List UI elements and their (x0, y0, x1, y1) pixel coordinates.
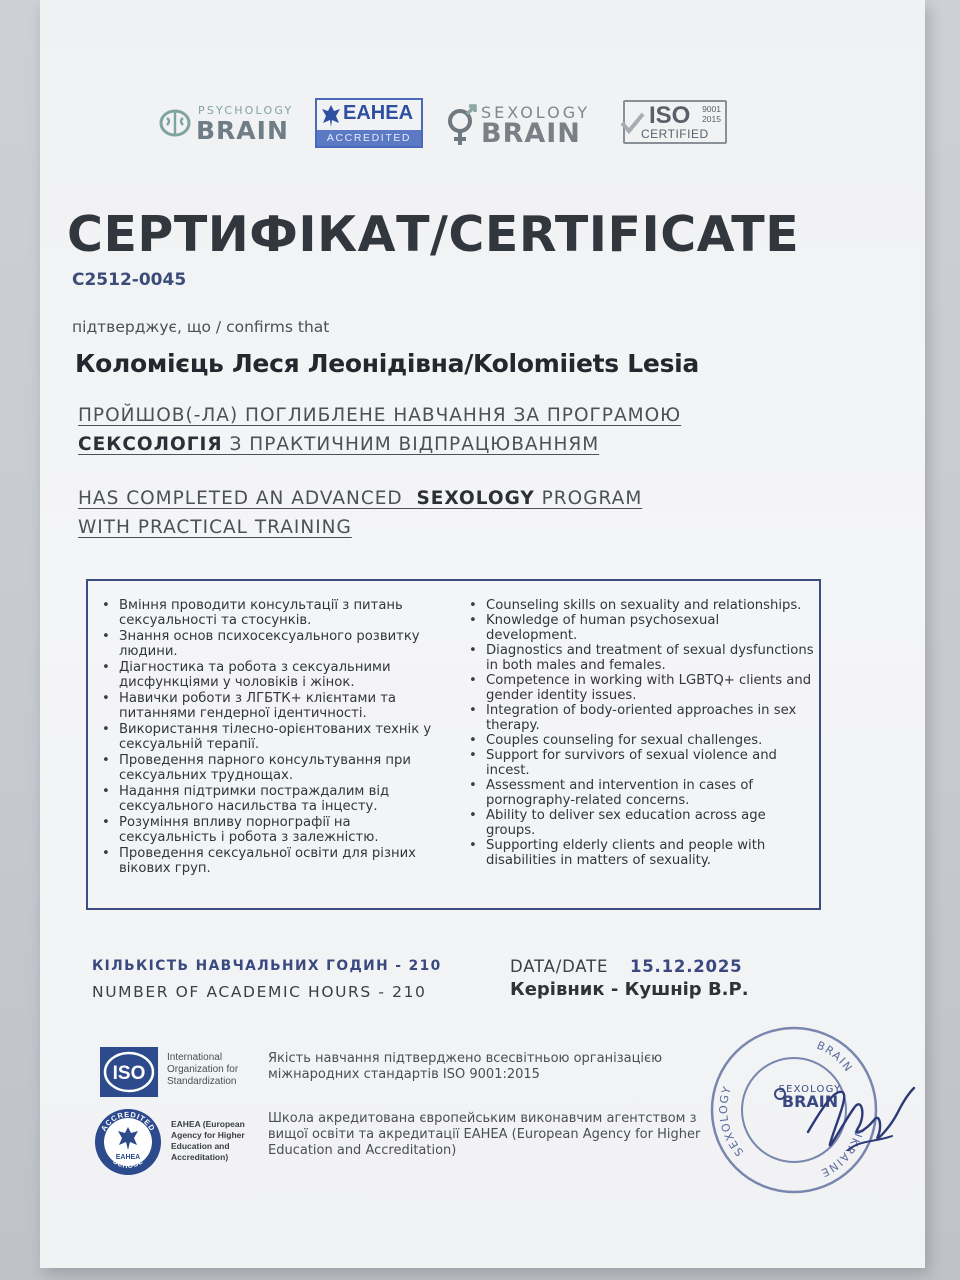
iso-org-line: Organization for (167, 1064, 239, 1075)
iso-standard-number (702, 104, 721, 124)
certificate-sheet (40, 0, 925, 1268)
eahea-seal-bottom: SCHOOL (111, 1158, 145, 1171)
skills-list-en (469, 598, 814, 868)
gender-symbol-icon (445, 104, 479, 148)
iso-badge-text: ISO (112, 1063, 146, 1084)
psychology-big-text: BRAIN (196, 116, 289, 145)
program-ua-line-1: ПРОЙШОВ(-ЛА) ПОГЛИБЛЕНЕ НАВЧАННЯ ЗА ПРОГРАМОЮ (78, 405, 682, 426)
stamp-left-text: SEXOLOGY (717, 1083, 747, 1159)
signature (800, 1070, 920, 1160)
brain-icon (158, 106, 192, 140)
eahea-seal-icon (93, 1107, 163, 1177)
stamp-center-big: BRAIN (781, 1092, 839, 1111)
iso-organization-text (167, 1052, 257, 1088)
list-item: • Вміння проводити консультації з питань сексуальності та стосунків. (102, 598, 447, 628)
eahea-school-statement: Школа акредитована європейським виконавчим агентством з вищої освіти та акредитації EAHEA (European Agency for Higher Education and Accreditation) (268, 1111, 701, 1158)
list-item: • Проведення парного консультування при сексуальних труднощах. (102, 753, 447, 783)
list-item: • Навички роботи з ЛГБТК+ клієнтами та питаннями гендерної ідентичності. (102, 691, 447, 721)
program-en-line-1 (78, 488, 642, 509)
program-en-bold: SEXOLOGY (416, 488, 535, 509)
program-en-post: PROGRAM (534, 488, 643, 509)
program-ua-rest: З ПРАКТИЧНИМ ВІДПРАЦЮВАННЯМ (222, 434, 600, 455)
list-item: • Knowledge of human psychosexual development. (469, 613, 814, 643)
eahea-org-line: Education and (171, 1141, 230, 1151)
iso-org-line: Standardization (167, 1076, 237, 1087)
list-item: • Couples counseling for sexual challenges. (469, 733, 814, 748)
stamp-top-text: BRAIN (814, 1038, 856, 1075)
academic-hours-ua: КІЛЬКІСТЬ НАВЧАЛЬНИХ ГОДИН - 210 (92, 958, 442, 974)
program-en-pre: HAS COMPLETED AN ADVANCED (78, 488, 417, 509)
list-item: • Проведення сексуальної освіти для різних вікових груп. (102, 846, 447, 876)
iso-badge-icon (100, 1047, 158, 1097)
iso-number-9001: 9001 (702, 104, 721, 114)
list-item: • Supporting elderly clients and people with disabilities in matters of sexuality. (469, 838, 814, 868)
psychology-brain-logo (158, 100, 298, 146)
iso-certified-text: CERTIFIED (641, 127, 709, 141)
eahea-logo-text: EAHEA (343, 102, 414, 124)
iso-org-line: International (167, 1052, 223, 1063)
program-ua-line-2 (78, 434, 599, 455)
certificate-number: C2512-0045 (72, 270, 187, 290)
iso-number-2015: 2015 (702, 114, 721, 124)
list-item: • Integration of body-oriented approaches in sex therapy. (469, 703, 814, 733)
list-item: • Використання тілесно-орієнтованих технік у сексуальній терапії. (102, 722, 447, 752)
recipient-name: Коломієць Леся Леонідівна/Kolomiiets Lesia (75, 349, 699, 378)
list-item: • Counseling skills on sexuality and relationships. (469, 598, 814, 613)
list-item: • Assessment and intervention in cases of pornography-related concerns. (469, 778, 814, 808)
eahea-accredited-text: ACCREDITED (317, 130, 421, 146)
stamp-bottom-text: UKRAINE (818, 1127, 866, 1180)
eahea-org-line: Accreditation) (171, 1152, 229, 1162)
sexology-small-text: SEXOLOGY (481, 103, 591, 122)
list-item: • Розуміння впливу порнографії на сексуальність і робота з залежністю. (102, 815, 447, 845)
list-item: • Diagnostics and treatment of sexual dysfunctions in both males and females. (469, 643, 814, 673)
program-en-line-2: WITH PRACTICAL TRAINING (78, 517, 352, 538)
skills-list-ua (102, 598, 447, 877)
director-name: Керівник - Кушнір В.Р. (510, 979, 749, 1000)
psychology-small-text: PSYCHOLOGY (198, 104, 294, 117)
confirms-text: підтверджує, що / confirms that (72, 318, 330, 336)
eahea-seal-top: ACCREDITED (98, 1109, 158, 1133)
iso-certified-logo (623, 100, 727, 144)
eahea-organization-text (171, 1119, 261, 1163)
list-item: • Знання основ психосексуального розвитку людини. (102, 629, 447, 659)
stamp-center-small: SEXOLOGY (778, 1084, 842, 1095)
sexology-big-text: BRAIN (481, 118, 581, 149)
eahea-accredited-logo (315, 98, 423, 148)
list-item: • Ability to deliver sex education across age groups. (469, 808, 814, 838)
list-item: • Діагностика та робота з сексуальними дисфункціями у чоловіків і жінок. (102, 660, 447, 690)
program-ua-bold: СЕКСОЛОГІЯ (78, 434, 223, 455)
eahea-org-line: Agency for Higher (171, 1130, 245, 1140)
list-item: • Competence in working with LGBTQ+ clients and gender identity issues. (469, 673, 814, 703)
date-value: 15.12.2025 (630, 957, 743, 976)
list-item: • Support for survivors of sexual violence and incest. (469, 748, 814, 778)
date-label: DATA/DATE (510, 957, 609, 976)
academic-hours-en: NUMBER OF ACADEMIC HOURS - 210 (92, 983, 427, 1001)
iso-logo-text: ISO (649, 102, 691, 129)
skills-box (86, 579, 821, 910)
certificate-title: СЕРТИФІКАТ/CERTIFICATE (67, 206, 800, 263)
sexology-brain-logo (445, 100, 605, 150)
eahea-seal-mid: EAHEA (115, 1154, 141, 1161)
eagle-icon (321, 103, 341, 129)
eahea-org-line: EAHEA (European (171, 1119, 245, 1129)
list-item: • Надання підтримки постраждалим від сексуального насильства та інцесту. (102, 784, 447, 814)
iso-quality-statement: Якість навчання підтверджено всесвітньою організацією міжнародних стандартів ISO 9001:2015 (268, 1051, 663, 1082)
